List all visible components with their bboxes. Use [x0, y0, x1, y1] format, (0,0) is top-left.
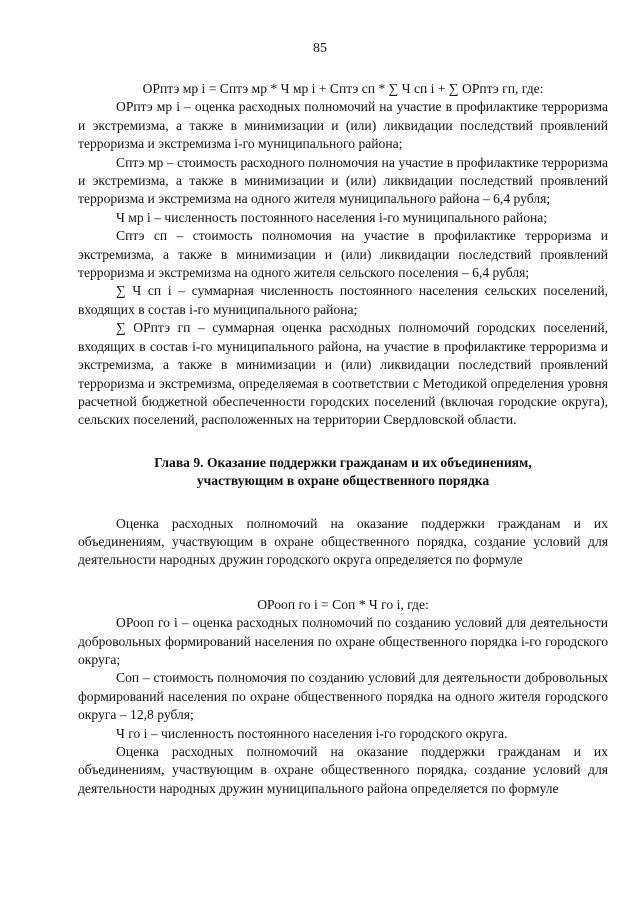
definition-soop: Cоп – стоимость полномочия по созданию условий для деятельности добровольных формирований населения по охране общественного порядка на одного жителя городского округа – 12,8 рубля;	[78, 670, 608, 723]
chapter-heading-line1: Глава 9. Оказание поддержки гражданам и их объединениям,	[154, 454, 532, 470]
definition-chmr: Ч мр i – численность постоянного населения i-го муниципального района;	[116, 209, 548, 225]
definition-orpte: ОРптэ мр i – оценка расходных полномочий на участие в профилактике терроризма и экстремизма, а также в минимизации и (или) ликвидации последствий проявлений терроризма и экстремизма i-го муниципального района;	[78, 99, 608, 152]
definition-sum-chsp: ∑ Ч сп i – суммарная численность постоянного населения сельских поселений, входящих в состав i-го муниципального района;	[78, 283, 608, 317]
chapter-heading-line2: участвующим в охране общественного порядка	[196, 473, 490, 489]
chapter-heading	[78, 454, 608, 491]
text-block-1	[78, 80, 608, 798]
page-number: 85	[313, 41, 327, 56]
definition-sum-orptegp: ∑ ОРптэ гп – суммарная оценка расходных полномочий городских поселений, входящих в состав i-го муниципального района, на участие в профилактике терроризма и экстремизма, а также в минимизации и (или) ликвидации последствий проявлений терроризма и экстремизма, определяемая в соответствии с Методикой определения уровня расчетной бюджетной обеспеченности городских поселений (включая городские округа), сельских поселений, расположенных на территории Свердловской области.	[78, 320, 608, 428]
formula-orpte: ОРптэ мр i = Сптэ мр * Ч мр i + Сптэ сп * ∑ Ч сп i + ∑ ОРптэ гп, где:	[142, 81, 544, 96]
paragraph-intro-go: Оценка расходных полномочий на оказание поддержки гражданам и их объединениям, участвующим в охране общественного порядка, создание условий для деятельности народных дружин городского округа определяется по формуле	[78, 515, 608, 568]
definition-oroop: ОРооп го i – оценка расходных полномочий по созданию условий для деятельности добровольных формирований населения по охране общественного порядка i-го городского округа;	[78, 615, 608, 667]
paragraph-intro-mr: Оценка расходных полномочий на оказание поддержки гражданам и их объединениям, участвующим в охране общественного порядка, создание условий для деятельности народных дружин муниципального района определяется по формуле	[78, 744, 608, 796]
definition-chgo: Ч го i – численность постоянного населения i-го городского округа.	[116, 725, 508, 741]
formula-oroop: ОРооп го i = Соп * Ч го i, где:	[257, 596, 429, 612]
definition-sptesp: Сптэ сп – стоимость полномочия на участие в профилактике терроризма и экстремизма, а также в минимизации и (или) ликвидации последствий проявлений терроризма и экстремизма на одного жителя сельского поселения – 6,4 рубля;	[78, 228, 608, 281]
definition-sptemr: Сптэ мр – стоимость расходного полномочия на участие в профилактике терроризма и экстремизма, а также в минимизации и (или) ликвидации последствий проявлений терроризма и экстремизма на одного жителя муниципального района – 6,4 рубля;	[78, 154, 608, 207]
